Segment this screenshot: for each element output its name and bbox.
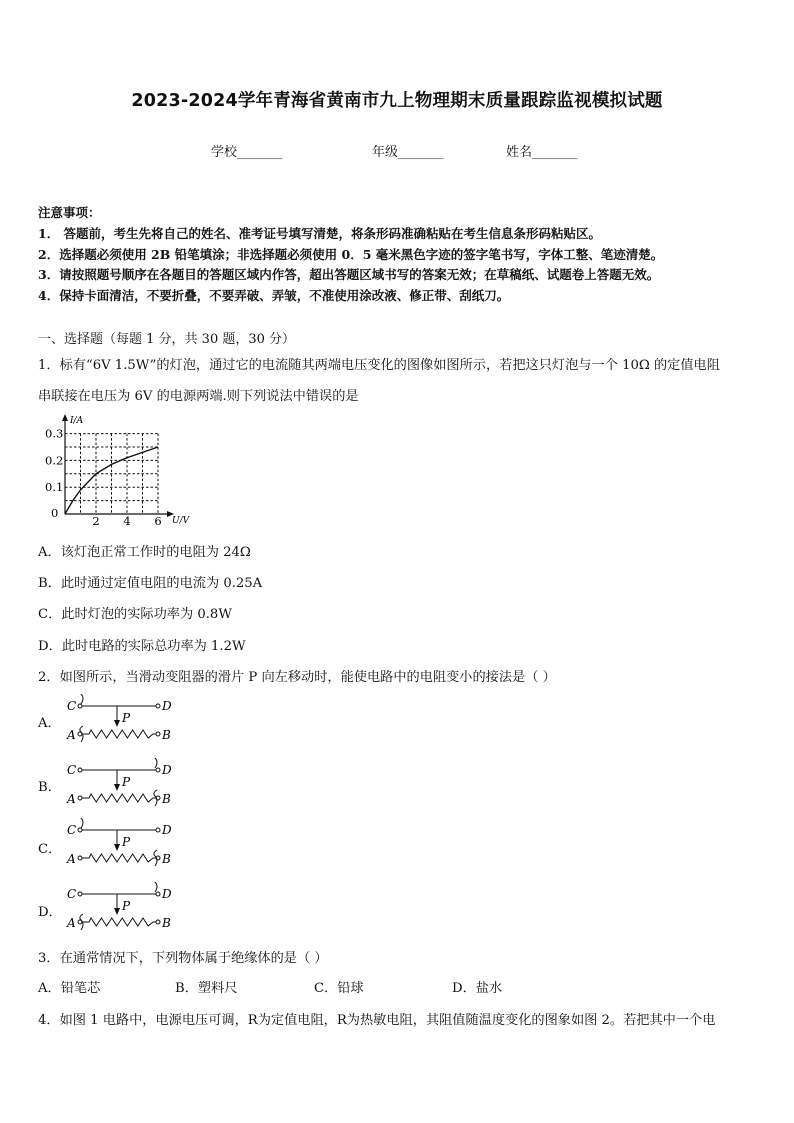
label-a: A [67, 916, 76, 930]
slider-arrow [114, 908, 120, 915]
school-field: 学校_______ [211, 145, 283, 160]
note-item: 4．保持卡面清洁，不要折叠，不要弄破、弄皱，不准使用涂改液、修正带、刮纸刀。 [38, 288, 510, 303]
y-tick-label: 0.1 [45, 480, 64, 495]
note-item: 2．选择题必须使用 2B 铅笔填涂；非选择题必须使用 0．5 毫米黑色字迹的签字笔书写，字体工整、笔迹清楚。 [38, 247, 664, 262]
question-1-line-2: 串联接在电压为 6V 的电源两端.则下列说法中错误的是 [38, 389, 359, 404]
resistor-coil [81, 794, 157, 802]
terminal-b [156, 920, 160, 924]
question-2: 2．如图所示，当滑动变阻器的滑片 P 向左移动时，能使电路中的电阻变小的接法是（ ） [38, 670, 556, 685]
wire-c [80, 694, 83, 704]
q2-option-a: A． [38, 716, 61, 731]
label-c: C [67, 823, 77, 837]
question-1-line-1: 1．标有“6V 1.5W”的灯泡，通过它的电流随其两端电压变化的图像如图所示，若把这只灯泡与一个 10Ω 的定值电阻 [38, 358, 720, 373]
terminal-b [156, 732, 160, 736]
label-b: B [162, 916, 171, 930]
wire-d [154, 758, 157, 768]
note-item: 1． 答题前，考生先将自己的姓名、准考证号填写清楚，将条形码准确粘贴在考生信息条形码粘贴区。 [38, 226, 602, 241]
slider-arrow [114, 844, 120, 851]
label-d: D [162, 699, 172, 713]
graph-grid [65, 434, 158, 514]
page-title: 2023-2024学年青海省黄南市九上物理期末质量跟踪监视模拟试题 [131, 91, 663, 111]
label-c: C [67, 763, 77, 777]
terminal-c [78, 828, 82, 832]
rheostat-diagram-d [65, 882, 180, 932]
label-a: A [67, 728, 76, 742]
slider-arrow [114, 784, 120, 791]
y-tick-label: 0.3 [45, 426, 64, 441]
wire-d [154, 882, 157, 892]
terminal-d [156, 828, 160, 832]
q3-option-b: B．塑料尺 [175, 981, 238, 996]
label-d: D [162, 887, 172, 901]
resistor-coil [81, 730, 157, 738]
terminal-c [78, 704, 82, 708]
note-item: 3．请按照题号顺序在各题目的答题区域内作答，超出答题区域书写的答案无效；在草稿纸、试题卷上答题无效。 [38, 267, 660, 282]
y-tick-label: 0.2 [45, 453, 64, 468]
q1-option-b: B．此时通过定值电阻的电流为 0.25A [38, 576, 263, 591]
rheostat-diagram-a [65, 694, 180, 744]
slider-arrow [114, 720, 120, 727]
y-axis-arrow [62, 414, 68, 421]
q1-option-d: D．此时电路的实际总功率为 1.2W [38, 639, 246, 654]
origin-label: 0 [51, 506, 59, 520]
q2-option-c: C． [38, 842, 62, 857]
terminal-c [78, 892, 82, 896]
x-tick-label: 2 [92, 514, 100, 528]
label-d: D [162, 763, 172, 777]
label-d: D [162, 823, 172, 837]
label-c: C [67, 699, 77, 713]
label-p: P [122, 775, 131, 789]
name-field: 姓名_______ [506, 145, 578, 160]
resistor-coil [81, 854, 157, 862]
terminal-a [78, 856, 82, 860]
q2-option-d: D． [38, 905, 62, 920]
wire-c [80, 818, 83, 828]
resistor-coil [81, 918, 157, 926]
x-tick-label: 6 [154, 514, 162, 528]
label-p: P [122, 835, 131, 849]
question-3: 3．在通常情况下，下列物体属于绝缘体的是（ ） [38, 951, 328, 966]
y-axis-label: I/A [70, 416, 84, 426]
label-c: C [67, 887, 77, 901]
grade-field: 年级_______ [372, 145, 444, 160]
label-b: B [162, 852, 171, 866]
label-a: A [67, 852, 76, 866]
x-tick-label: 4 [123, 514, 131, 528]
rheostat-diagram-c [65, 818, 180, 868]
terminal-d [156, 704, 160, 708]
q3-option-d: D．盐水 [452, 981, 503, 996]
iu-graph [44, 412, 194, 530]
rheostat-diagram-b [65, 758, 180, 808]
q3-option-c: C．铅球 [314, 981, 364, 996]
label-a: A [67, 792, 76, 806]
question-4: 4．如图 1 电路中，电源电压可调，R为定值电阻，R为热敏电阻，其阻值随温度变化的图象如图 2。若把其中一个电 [38, 1013, 716, 1028]
label-p: P [122, 711, 131, 725]
q3-option-a: A．铅笔芯 [38, 981, 101, 996]
terminal-d [156, 768, 160, 772]
notes-heading: 注意事项： [38, 205, 101, 220]
q1-option-c: C．此时灯泡的实际功率为 0.8W [38, 607, 232, 622]
label-b: B [162, 728, 171, 742]
section-heading: 一、选择题（每题 1 分，共 30 题，30 分） [38, 332, 296, 347]
q1-option-a: A．该灯泡正常工作时的电阻为 24Ω [38, 545, 251, 560]
x-axis-label: U/V [172, 516, 190, 526]
label-p: P [122, 899, 131, 913]
label-b: B [162, 792, 171, 806]
q2-option-b: B． [38, 780, 61, 795]
terminal-a [78, 796, 82, 800]
terminal-d [156, 892, 160, 896]
terminal-c [78, 768, 82, 772]
